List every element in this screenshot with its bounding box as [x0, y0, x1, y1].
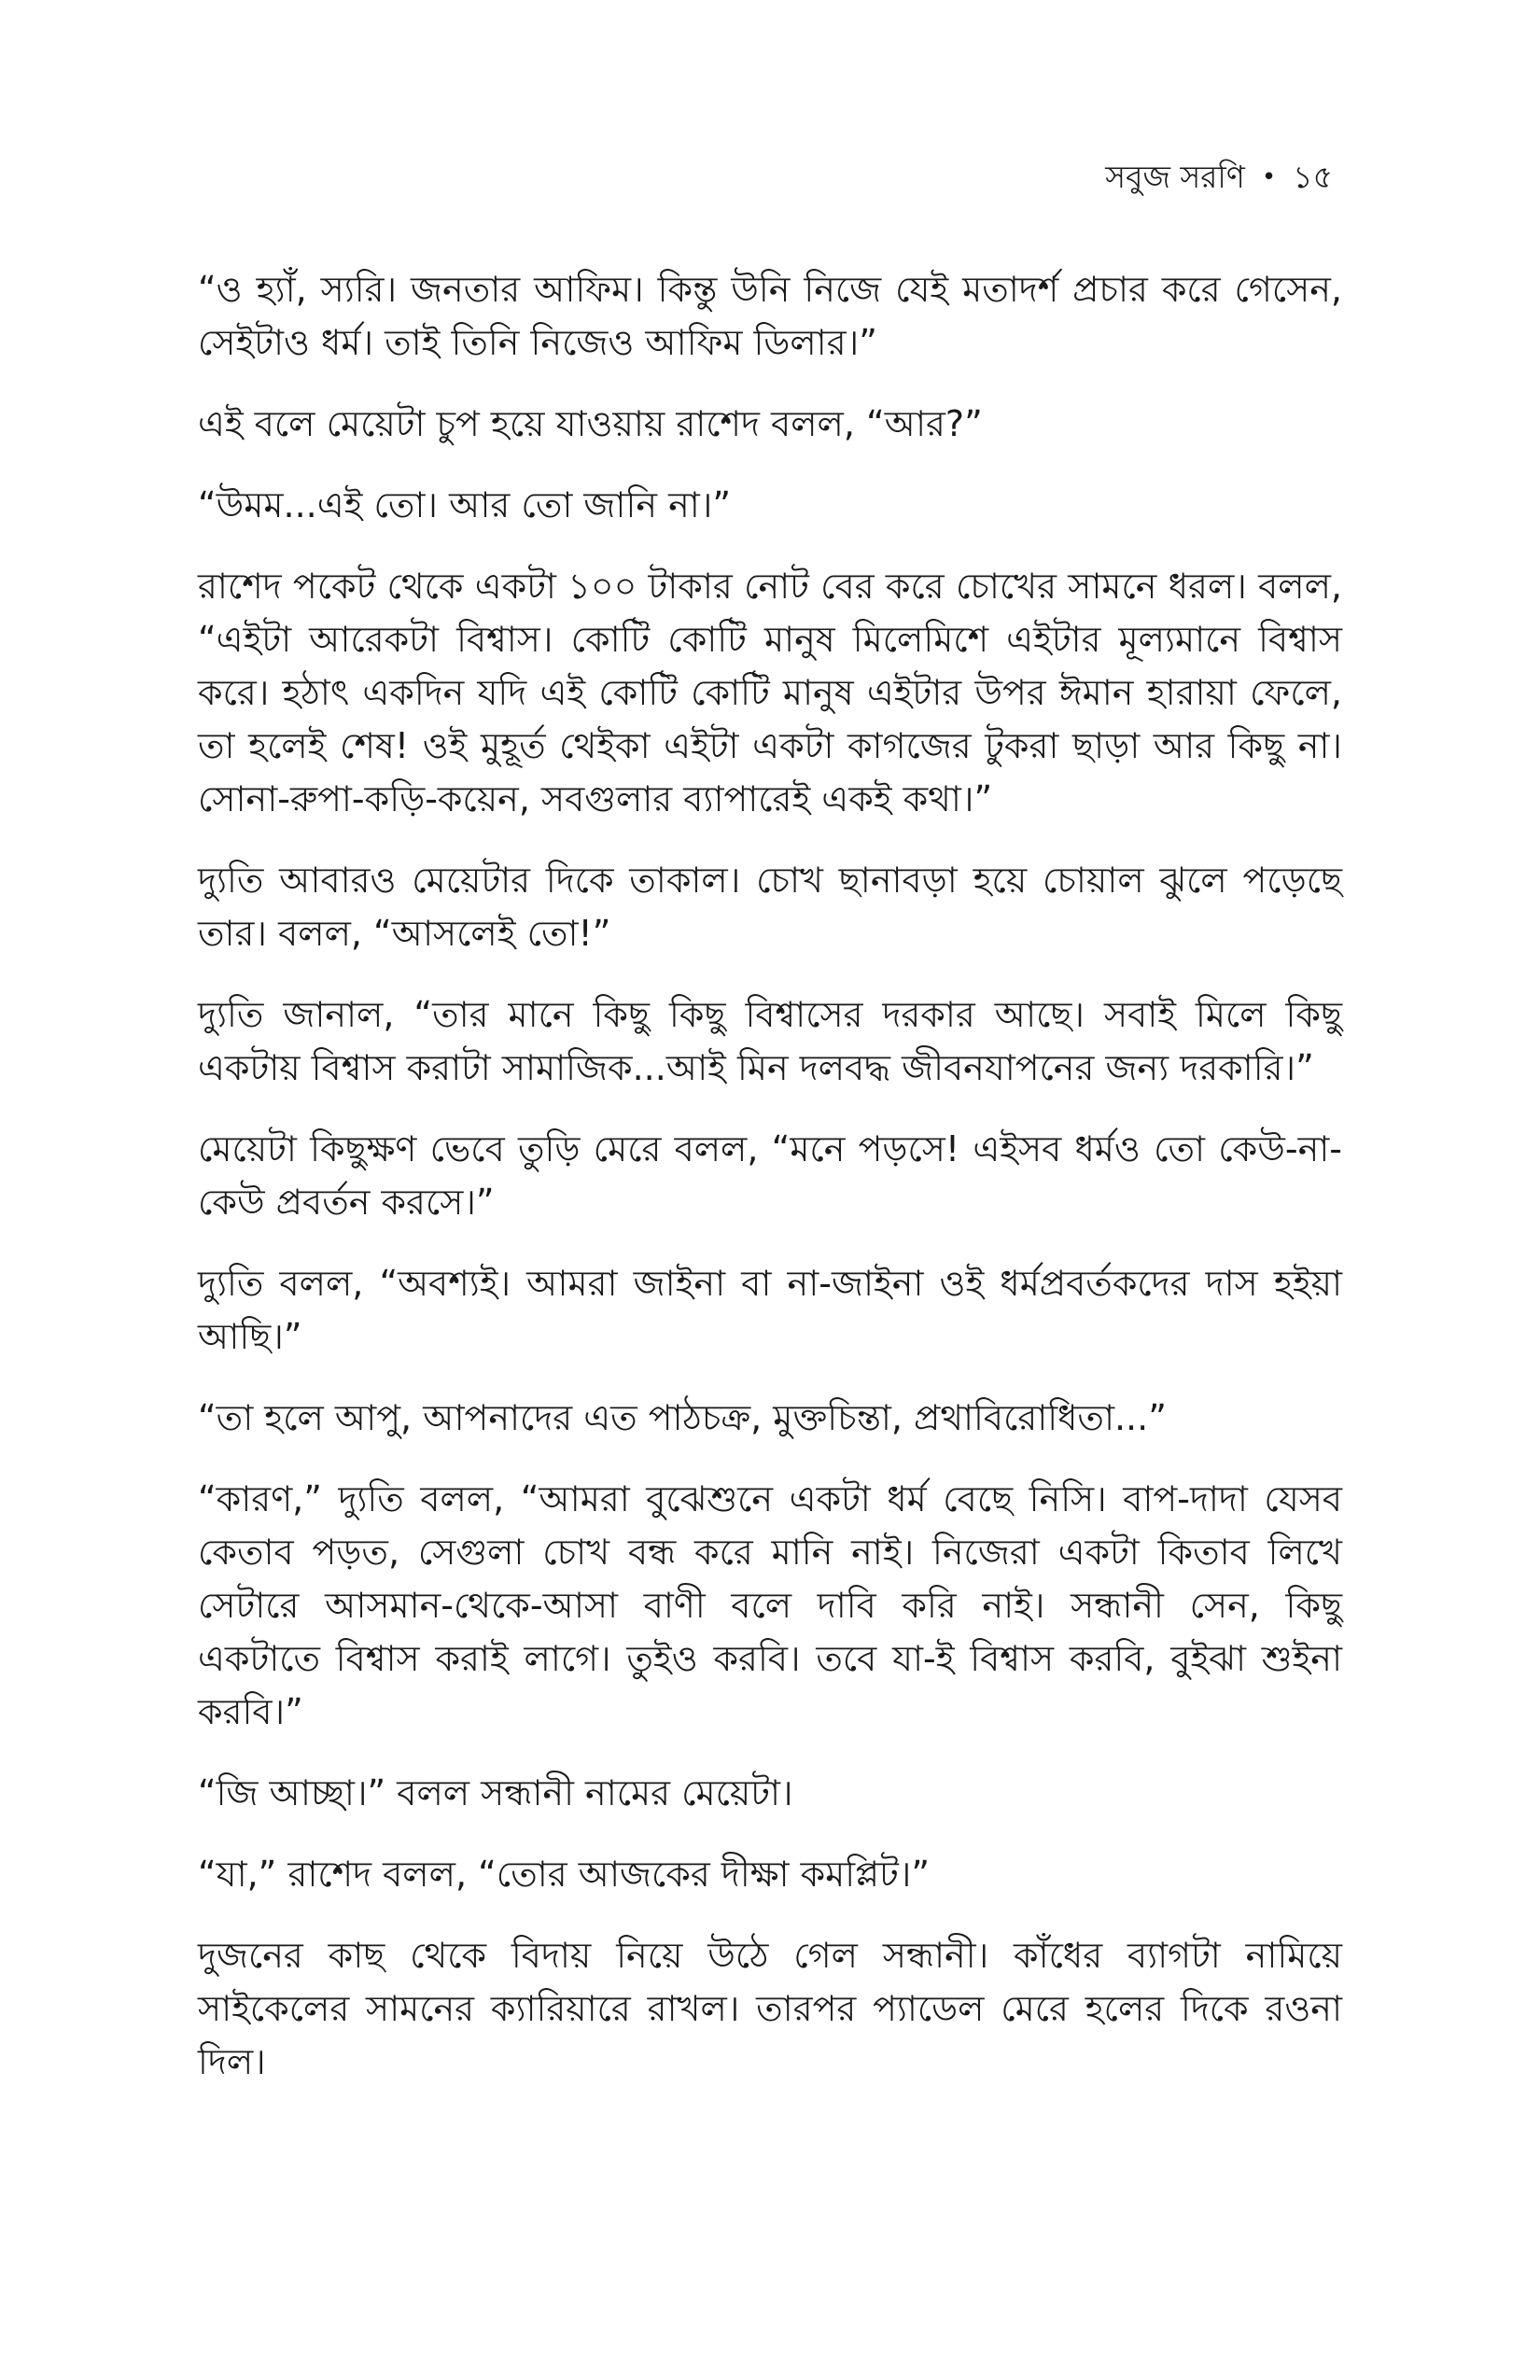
paragraph: “জি আচ্ছা।” বলল সন্ধানী নামের মেয়েটা।: [198, 1772, 793, 1813]
paragraph: “ও হ্যাঁ, স্যরি। জনতার আফিম। কিন্তু উনি নিজে যেই মতাদর্শ প্রচার করে গেসেন, সেইটাও ধর্ম। তাই তিনি নিজেও আফিম ডিলার।”: [198, 269, 1342, 363]
paragraph: দ্যুতি বলল, “অবশ্যই। আমরা জাইনা বা না-জাইনা ওই ধর্মপ্রবর্তকদের দাস হইয়া আছি।”: [198, 1263, 1342, 1357]
paragraph: এই বলে মেয়েটা চুপ হয়ে যাওয়ায় রাশেদ বলল, “আর?”: [198, 403, 983, 444]
running-header: [1105, 157, 1333, 198]
book-title: সবুজ সরণি: [1105, 159, 1245, 195]
paragraph: দুজনের কাছ থেকে বিদায় নিয়ে উঠে গেল সন্ধানী। কাঁধের ব্যাগটা নামিয়ে সাইকেলের সামনের ক্যারিয়ারে রাখল। তারপর প্যাডেল মেরে হলের দিকে রওনা দিল।: [198, 1935, 1342, 2082]
paragraph: দ্যুতি আবারও মেয়েটার দিকে তাকাল। চোখ ছানাবড়া হয়ে চোয়াল ঝুলে পড়েছে তার। বলল, “আসলেই তো!”: [198, 860, 1342, 954]
paragraph: “তা হলে আপু, আপনাদের এত পাঠচক্র, মুক্তচিন্তা, প্রথাবিরোধিতা...”: [198, 1397, 1167, 1438]
body-text: [198, 263, 1342, 2117]
paragraph: “কারণ,” দ্যুতি বলল, “আমরা বুঝেশুনে একটা ধর্ম বেছে নিসি। বাপ-দাদা যেসব কেতাব পড়ত, সেগুলা চোখ বন্ধ করে মানি নাই। নিজেরা একটা কিতাব লিখে সেটারে আসমান-থেকে-আসা বাণী বলে দাবি করি নাই। সন্ধানী সেন, কিছু একটাতে বিশ্বাস করাই লাগে। তুইও করবি। তবে যা-ই বিশ্বাস করবি, বুইঝা শুইনা করবি।”: [198, 1478, 1342, 1732]
header-separator: •: [1261, 163, 1277, 191]
paragraph: “যা,” রাশেদ বলল, “তোর আজকের দীক্ষা কমপ্লিট।”: [198, 1854, 931, 1895]
page-number: ১৫: [1293, 159, 1333, 195]
paragraph: “উমম...এই তো। আর তো জানি না।”: [198, 484, 732, 525]
paragraph: দ্যুতি জানাল, “তার মানে কিছু কিছু বিশ্বাসের দরকার আছে। সবাই মিলে কিছু একটায় বিশ্বাস করাটা সামাজিক...আই মিন দলবদ্ধ জীবনযাপনের জন্য দরকারি।”: [198, 994, 1342, 1088]
paragraph: রাশেদ পকেট থেকে একটা ১০০ টাকার নোট বের করে চোখের সামনে ধরল। বলল, “এইটা আরেকটা বিশ্বাস। কোটি কোটি মানুষ মিলেমিশে এইটার মূল্যমানে বিশ্বাস করে। হঠাৎ একদিন যদি এই কোটি কোটি মানুষ এইটার উপর ঈমান হারায়া ফেলে, তা হলেই শেষ! ওই মুহূর্ত থেইকা এইটা একটা কাগজের টুকরা ছাড়া আর কিছু না। সোনা-রুপা-কড়ি-কয়েন, সবগুলার ব্যাপারেই একই কথা।”: [198, 566, 1342, 819]
paragraph: মেয়েটা কিছুক্ষণ ভেবে তুড়ি মেরে বলল, “মনে পড়সে! এইসব ধর্মও তো কেউ-না-কেউ প্রবর্তন করসে।”: [198, 1128, 1342, 1223]
